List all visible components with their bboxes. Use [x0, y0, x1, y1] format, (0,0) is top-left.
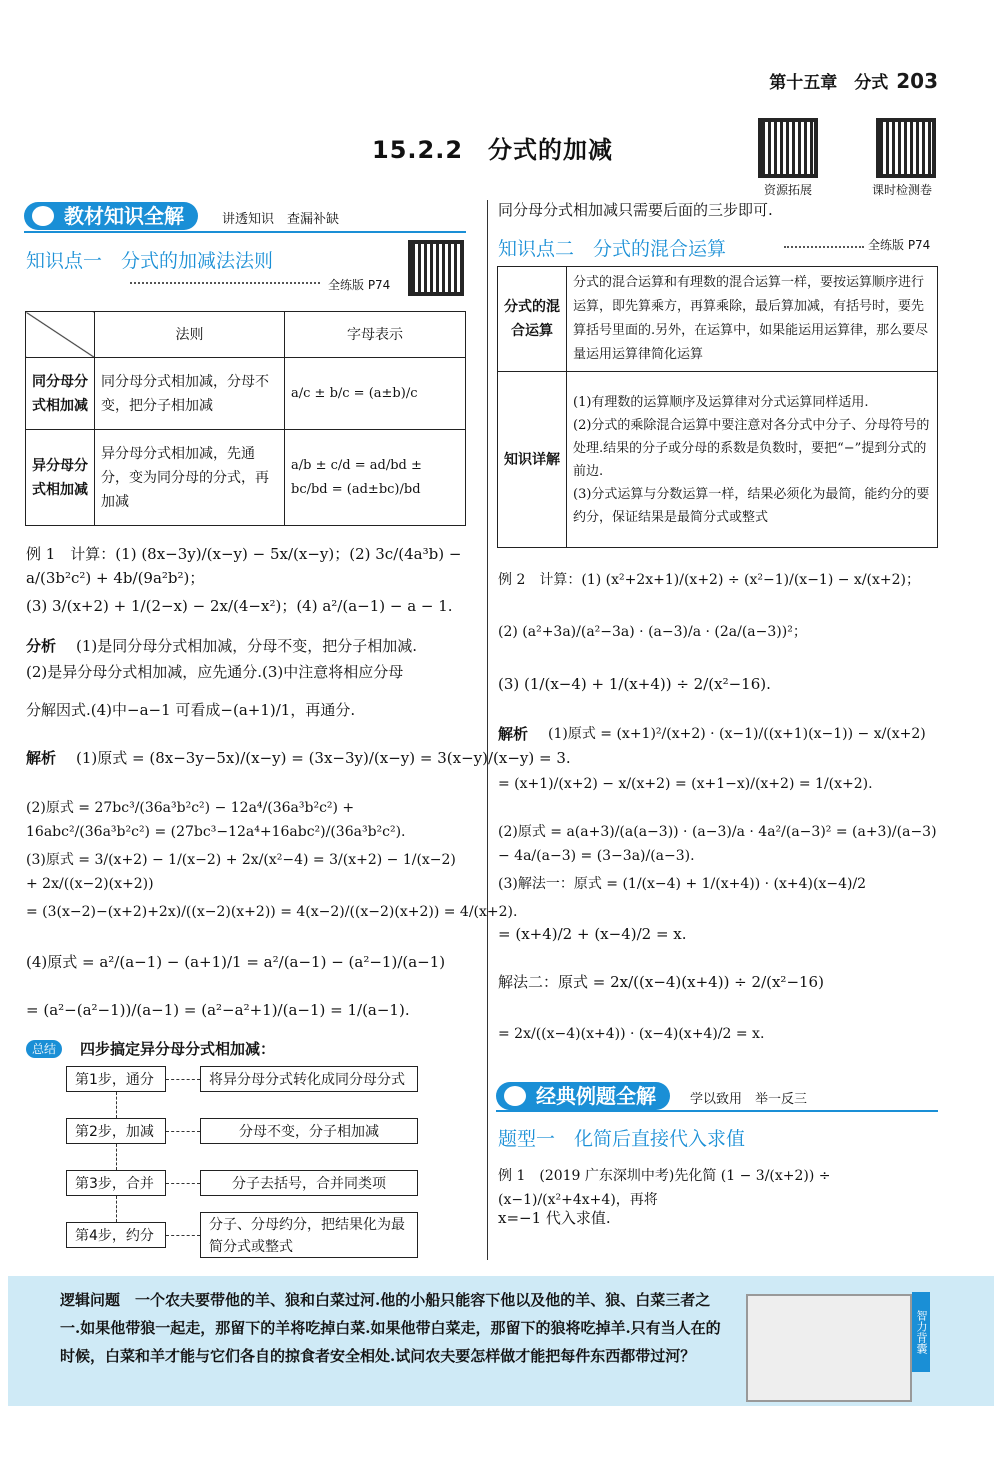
example-1-cont: (3) 3/(x+2) + 1/(2−x) − 2x/(4−x²)；(4) a²/(a−1) − a − 1. [26, 597, 453, 615]
knowledge-point-title: 知识点二 分式的混合运算 [498, 238, 727, 260]
flow-arrow [116, 1144, 118, 1170]
mixed-ops-table [497, 266, 938, 548]
qr-code-icon[interactable] [876, 118, 936, 178]
reference-label: 全练版 P74 [328, 278, 391, 292]
analysis-text: (2)是异分母分式相加减，应先通分.(3)中注意将相应分母 [26, 663, 404, 681]
table-cell: 分式的混合运算和有理数的混合运算一样，要按运算顺序进行运算，即先算乘方，再算乘除，最后算加减，有括号时，要先算括号里面的.另外，在运算中，如果能运用运算律，那么要尽量运用运算律简化运算 [567, 267, 938, 372]
example-2: 例 2 计算：(1) (x²+2x+1)/(x+2) ÷ (x²−1)/(x−1) − x/(x+2)； [498, 572, 920, 588]
solution-line: (3)解法一：原式 = (1/(x−4) + 1/(x+4)) · (x+4)(x−4)/2 [498, 876, 867, 892]
flow-arrow [116, 1196, 118, 1222]
dotted-line [784, 246, 864, 248]
flow-arrow [166, 1183, 200, 1185]
solution-line: (2)原式 = 27bc³/(36a³b²c²) − 12a⁴/(36a³b²c²) + 16abc²/(36a³b²c²) = (27bc³−12a⁴+16abc²)/(36a³b²c²). [26, 800, 406, 840]
solution-label: 解析 [26, 749, 57, 767]
table-cell: 同分母分式相加减，分母不变，把分子相加减 [95, 358, 285, 430]
analysis-text: 分解因式.(4)中−a−1 可看成−(a+1)/1，再通分. [26, 701, 356, 719]
example-1: 例 1 计算：(1) (8x−3y)/(x−y) − 5x/(x−y)；(2) 3c/(4a³b) − a/(3b²c²) + 4b/(9a²b²)； [26, 545, 462, 587]
detail-item: (2)分式的乘除混合运算中要注意对各分式中分子、分母符号的处理.结果的分子或分母的系数是负数时，要把“−”提到分式的前边. [573, 417, 930, 479]
table-cell: 异分母分式相加减，先通分，变为同分母的分式，再加减 [95, 430, 285, 526]
speaker-icon [32, 206, 54, 226]
knowledge-point-title: 知识点一 分式的加减法法则 [26, 250, 274, 272]
section-title: 15.2.2 分式的加减 [372, 136, 614, 164]
banner-line [24, 231, 466, 233]
qr-code-icon[interactable] [758, 118, 818, 178]
solution-line: (4)原式 = a²/(a−1) − (a+1)/1 = a²/(a−1) − (a²−1)/(a−1) [26, 953, 446, 971]
banner-subtitle: 讲透知识 查漏补缺 [222, 212, 340, 227]
solution-label: 解析 [498, 725, 529, 743]
problem-type-title: 题型一 化简后直接代入求值 [498, 1128, 746, 1150]
flow-arrow [166, 1235, 200, 1237]
example-3-cont: x=−1 代入求值. [498, 1209, 611, 1227]
table-cell: a/b ± c/d = ad/bd ± bc/bd = (ad±bc)/bd [285, 430, 466, 526]
solution-line: 解法二：原式 = 2x/((x−4)(x+4)) ÷ 2/(x²−16) [498, 973, 824, 991]
intro-text: 同分母分式相加减只需要后面的三步即可. [498, 201, 773, 219]
flow-step: 第4步，约分 [66, 1222, 166, 1248]
analysis-text: (1)是同分母分式相加减，分母不变，把分子相加减. [76, 637, 418, 655]
side-tab: 智力背囊 [912, 1292, 930, 1372]
flow-desc: 分子、分母约分，把结果化为最简分式或整式 [200, 1212, 418, 1258]
solution-line: (1)原式 = (x+1)²/(x+2) · (x−1)/((x+1)(x−1)) − x/(x+2) [548, 726, 926, 742]
page-header [769, 68, 938, 93]
qr-label-resources: 资源拓展 [764, 183, 813, 197]
example-3: 例 1 (2019 广东深圳中考)先化简 (1 − 3/(x+2)) ÷ (x−1)/(x²+4x+4)，再将 [498, 1168, 831, 1208]
column-divider [487, 200, 488, 1260]
table-header: 法则 [95, 312, 285, 358]
banner-title: 经典例题全解 [536, 1084, 656, 1108]
example-2-cont: (3) (1/(x−4) + 1/(x+4)) ÷ 2/(x²−16). [498, 675, 771, 693]
table-corner [26, 312, 95, 358]
table-cell [567, 372, 938, 548]
chapter-label: 第十五章 分式 [769, 73, 889, 93]
logic-puzzle-text: 逻辑问题 一个农夫要带他的羊、狼和白菜过河.他的小船只能容下他以及他的羊、狼、白菜三者之一.如果他带狼一起走，那留下的羊将吃掉白菜.如果他带白菜走，那留下的狼将吃掉羊.只有当人在的时候，白菜和羊才能与它们各自的掠食者安全相处.试问农夫要怎样做才能把每件东西都带过河？ [60, 1291, 721, 1365]
reference-label: 全练版 P74 [868, 238, 931, 252]
flow-step: 第2步，加减 [66, 1118, 166, 1144]
dotted-line [130, 282, 320, 284]
solution-line: (2)原式 = a(a+3)/(a(a−3)) · (a−3)/a · 4a²/(a−3)² = (a+3)/(a−3) − 4a/(a−3) = (3−3a)/(a−3). [498, 824, 937, 864]
wisdom-image-icon [746, 1294, 912, 1402]
megaphone-icon [504, 1086, 526, 1106]
table-row-header: 同分母分式相加减 [26, 358, 95, 430]
solution-line: = 2x/((x−4)(x+4)) · (x−4)(x+4)/2 = x. [498, 1026, 765, 1042]
qr-label-test: 课时检测卷 [872, 183, 933, 197]
page-number: 203 [896, 69, 938, 93]
summary-title: 四步搞定异分母分式相加减： [80, 1040, 276, 1058]
banner-line [496, 1110, 938, 1112]
flow-step: 第3步，合并 [66, 1170, 166, 1196]
solution-line: = (x+1)/(x+2) − x/(x+2) = (x+1−x)/(x+2) = 1/(x+2). [498, 776, 873, 792]
flow-arrow [166, 1079, 200, 1081]
solution-line: = (3(x−2)−(x+2)+2x)/((x−2)(x+2)) = 4(x−2)/((x−2)(x+2)) = 4/(x+2). [26, 904, 518, 920]
section-banner [496, 1082, 670, 1110]
table-row-header: 分式的混合运算 [498, 267, 567, 372]
banner-title: 教材知识全解 [64, 204, 184, 228]
summary-badge: 总结 [26, 1040, 62, 1058]
detail-item: (3)分式运算与分数运算一样，结果必须化为最简，能约分的要约分，保证结果是最简分式或整式 [573, 486, 930, 525]
flow-arrow [116, 1092, 118, 1118]
flow-arrow [166, 1131, 200, 1133]
table-header: 字母表示 [285, 312, 466, 358]
solution-line: (1)原式 = (8x−3y−5x)/(x−y) = (3x−3y)/(x−y) = 3(x−y)/(x−y) = 3. [76, 749, 571, 767]
table-row-header: 异分母分式相加减 [26, 430, 95, 526]
flow-desc: 分母不变，分子相加减 [200, 1118, 418, 1144]
section-banner [24, 202, 198, 230]
qr-code-icon[interactable] [408, 240, 464, 296]
flow-step: 第1步，通分 [66, 1066, 166, 1092]
solution-line: (3)原式 = 3/(x+2) − 1/(x−2) + 2x/(x²−4) = 3/(x+2) − 1/(x−2) + 2x/((x−2)(x+2)) [26, 852, 456, 892]
flow-desc: 将异分母分式转化成同分母分式 [200, 1066, 418, 1092]
detail-item: (1)有理数的运算顺序及运算律对分式运算同样适用. [573, 394, 869, 410]
banner-subtitle: 学以致用 举一反三 [690, 1092, 808, 1107]
flow-desc: 分子去括号，合并同类项 [200, 1170, 418, 1196]
table-cell: a/c ± b/c = (a±b)/c [285, 358, 466, 430]
solution-line: = (x+4)/2 + (x−4)/2 = x. [498, 925, 687, 943]
table-row-header: 知识详解 [498, 372, 567, 548]
rules-table [25, 311, 466, 526]
example-2-cont: (2) (a²+3a)/(a²−3a) · (a−3)/a · (2a/(a−3))²； [498, 624, 807, 640]
solution-line: = (a²−(a²−1))/(a−1) = (a²−a²+1)/(a−1) = 1/(a−1). [26, 1001, 410, 1019]
analysis-label: 分析 [26, 637, 57, 655]
